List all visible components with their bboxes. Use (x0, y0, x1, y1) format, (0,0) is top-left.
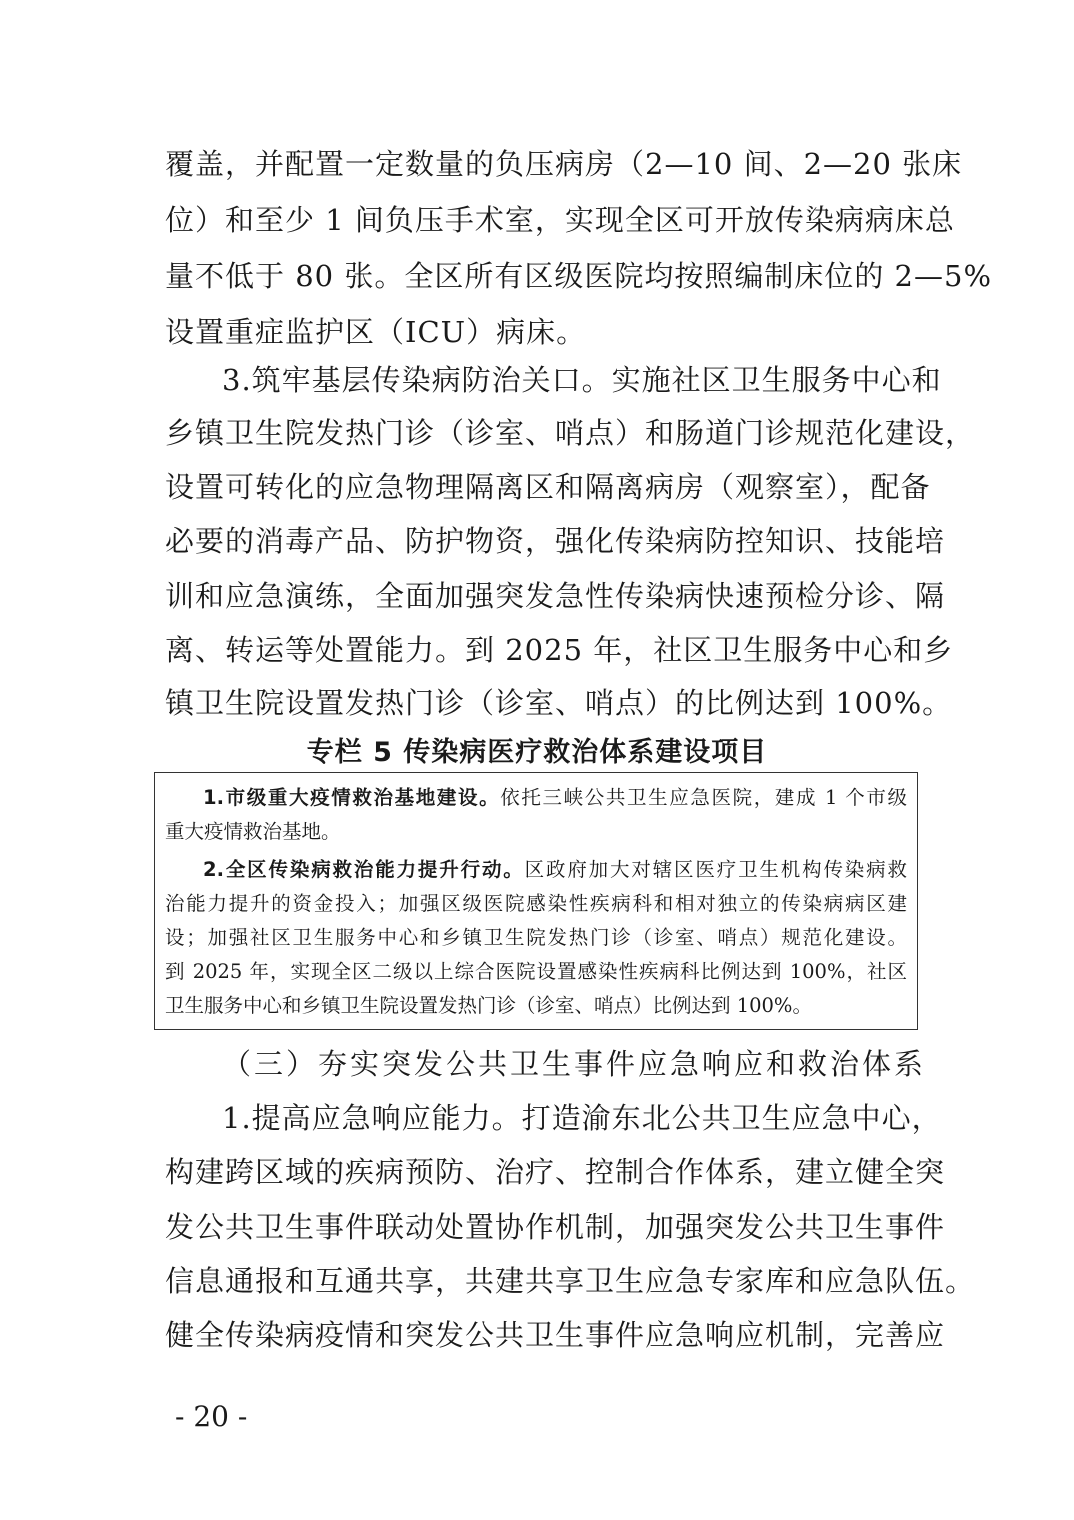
paragraph-1-line-4: 设置重症监护区（ICU）病床。 (165, 315, 587, 349)
box-item-1-line-2: 重大疫情救治基地。 (165, 820, 341, 843)
paragraph-2-line-1: 3.筑牢基层传染病防治关口。实施社区卫生服务中心和 (222, 363, 942, 397)
box-item-1-line-1 (203, 781, 907, 815)
paragraph-2-line-6: 离、转运等处置能力。到 2025 年，社区卫生服务中心和乡 (165, 633, 954, 667)
box-item-2-line-2: 治能力提升的资金投入；加强区级医院感染性疾病科和相对独立的传染病病区建 (165, 892, 907, 915)
page-number: - 20 - (175, 1400, 248, 1433)
project-box (154, 772, 918, 1030)
box-item-1-text: 依托三峡公共卫生应急医院，建成 1 个市级 (500, 786, 907, 809)
paragraph-1-line-1: 覆盖，并配置一定数量的负压病房（2—10 间、2—20 张床 (165, 147, 963, 181)
paragraph-2-line-5: 训和应急演练，全面加强突发急性传染病快速预检分诊、隔 (165, 579, 946, 613)
box-item-2-text: 区政府加大对辖区医疗卫生机构传染病救 (524, 858, 907, 881)
paragraph-3-line-5: 健全传染病疫情和突发公共卫生事件应急响应机制，完善应 (165, 1318, 946, 1352)
paragraph-2-line-2: 乡镇卫生院发热门诊（诊室、哨点）和肠道门诊规范化建设， (165, 416, 976, 450)
box-item-2-line-5: 卫生服务中心和乡镇卫生院设置发热门诊（诊室、哨点）比例达到 100%。 (165, 994, 812, 1017)
paragraph-1-line-2: 位）和至少 1 间负压手术室，实现全区可开放传染病病床总 (165, 203, 955, 237)
paragraph-3-line-4: 信息通报和互通共享，共建共享卫生应急专家库和应急队伍。 (165, 1264, 976, 1298)
paragraph-1-line-3: 量不低于 80 张。全区所有区级医院均按照编制床位的 2—5% (165, 259, 993, 293)
paragraph-2-line-3: 设置可转化的应急物理隔离区和隔离病房（观察室），配备 (165, 470, 931, 504)
box-item-2-line-1 (203, 853, 907, 887)
paragraph-2-line-7: 镇卫生院设置发热门诊（诊室、哨点）的比例达到 100%。 (165, 686, 953, 720)
paragraph-3-line-2: 构建跨区域的疾病预防、治疗、控制合作体系，建立健全突 (165, 1155, 946, 1189)
box-item-2-line-3: 设；加强社区卫生服务中心和乡镇卫生院发热门诊（诊室、哨点）规范化建设。 (165, 926, 907, 949)
box-title: 专栏 5 传染病医疗救治体系建设项目 (306, 737, 768, 768)
paragraph-2-line-4: 必要的消毒产品、防护物资，强化传染病防控知识、技能培 (165, 524, 946, 558)
box-item-1-lead: 1.市级重大疫情救治基地建设。 (203, 786, 501, 809)
box-item-2-line-4: 到 2025 年，实现全区二级以上综合医院设置感染性疾病科比例达到 100%，社区 (165, 960, 907, 983)
box-item-2-lead: 2.全区传染病救治能力提升行动。 (203, 858, 525, 881)
paragraph-3-line-1: 1.提高应急响应能力。打造渝东北公共卫生应急中心， (222, 1101, 942, 1135)
section-heading: （三）夯实突发公共卫生事件应急响应和救治体系 (222, 1047, 927, 1081)
paragraph-3-line-3: 发公共卫生事件联动处置协作机制，加强突发公共卫生事件 (165, 1210, 946, 1244)
